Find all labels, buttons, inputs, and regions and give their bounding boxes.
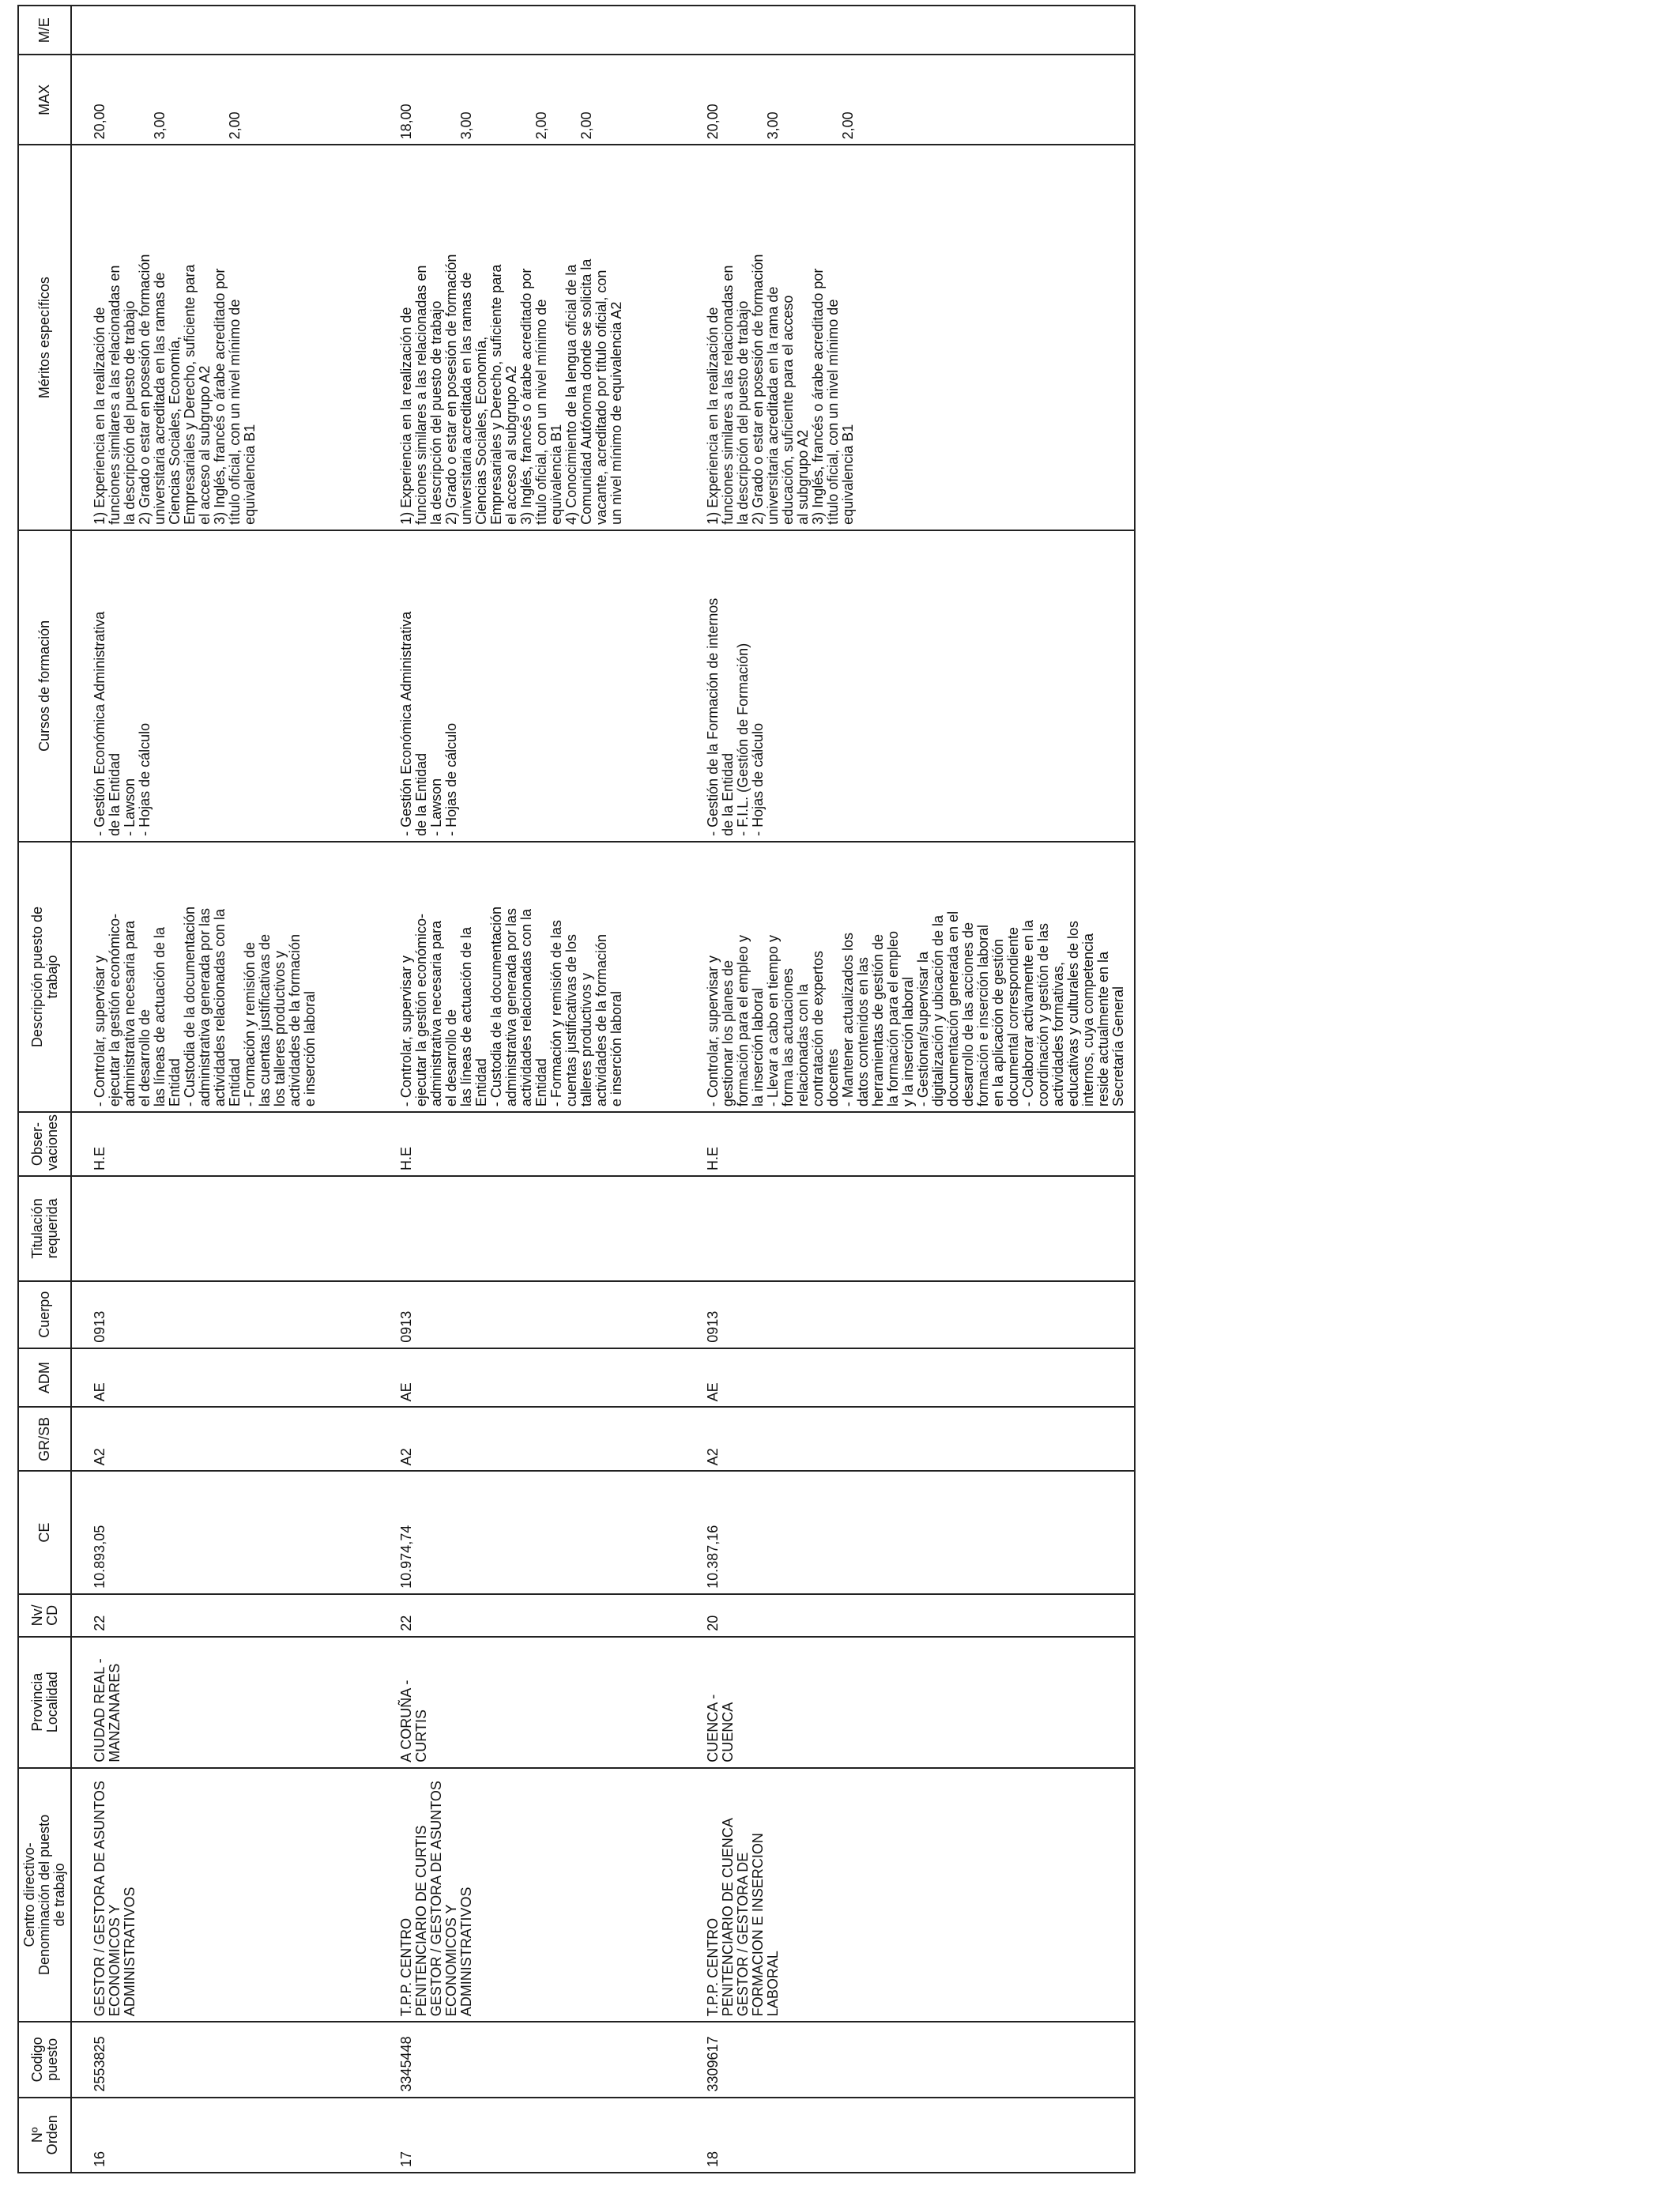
- cell-me: [85, 6, 391, 55]
- cell-cursos: - Gestión Económica Administrativa de la Entidad - Lawson - Hojas de cálculo: [391, 530, 698, 842]
- cell-ce: 10.387,16: [698, 1471, 1135, 1594]
- cell-descripcion: - Controlar, supervisar y ejecutar la gestión económico- administrativa necesaria para el desarrollo de las líneas de actuación de la Entidad - Custodia de la documentación administrativa generada por las actividades relacionadas con la Entidad - Formación y remisión de las cuentas justificativas de los talleres productivos y actividades de la formación e inserción laboral: [85, 842, 391, 1112]
- cell-grupo: A2: [698, 1407, 1135, 1471]
- cell-me: [698, 6, 1135, 55]
- cell-codigo: 3345448: [391, 2022, 698, 2097]
- max-value: 3,00: [458, 111, 474, 140]
- header-adm: ADM: [18, 1348, 71, 1408]
- cell-titulacion: [698, 1176, 1135, 1281]
- cell-orden: 18: [698, 2098, 1135, 2173]
- cell-provincia: A CORUÑA - CURTIS: [391, 1637, 698, 1768]
- cell-ce: 10.893,05: [85, 1471, 391, 1594]
- table-row: [391, 6, 698, 2173]
- cell-adm: AE: [698, 1348, 1135, 1408]
- max-value: 2,00: [227, 111, 243, 140]
- header-cursos: Cursos de formación: [18, 530, 71, 842]
- max-value: 3,00: [152, 111, 168, 140]
- cell-centro: T.P.P. CENTRO PENITENCIARIO DE CUENCA GESTOR / GESTORA DE FORMACION E INSERCION LABORAL: [698, 1768, 1135, 2022]
- cell-cuerpo: 0913: [391, 1281, 698, 1348]
- cell-max: [85, 55, 391, 145]
- cell-max: [391, 55, 698, 145]
- cell-orden: 17: [391, 2098, 698, 2173]
- max-value: 20,00: [92, 104, 107, 140]
- cell-adm: AE: [85, 1348, 391, 1408]
- cell-nivel: 20: [698, 1594, 1135, 1637]
- max-value: 20,00: [705, 104, 721, 140]
- max-value: 3,00: [765, 111, 781, 140]
- max-value: 2,00: [840, 111, 856, 140]
- header-observaciones: Obser- vaciones: [18, 1112, 71, 1176]
- cell-grupo: A2: [85, 1407, 391, 1471]
- cell-max: [698, 55, 1135, 145]
- header-centro: Centro directivo- Denominación del puesto de trabajo: [18, 1768, 71, 2022]
- header-ce: CE: [18, 1471, 71, 1594]
- max-value: 2,00: [533, 111, 549, 140]
- header-max: MAX: [18, 55, 71, 145]
- header-nivel: Nv/ CD: [18, 1594, 71, 1637]
- cell-cuerpo: 0913: [698, 1281, 1135, 1348]
- header-provincia: Provincia Localidad: [18, 1637, 71, 1768]
- cell-titulacion: [391, 1176, 698, 1281]
- table-row: [698, 6, 1135, 2173]
- cell-ce: 10.974,74: [391, 1471, 698, 1594]
- header-titulacion: Titulación requerida: [18, 1176, 71, 1281]
- header-codigo: Codigo puesto: [18, 2022, 71, 2097]
- cell-nivel: 22: [391, 1594, 698, 1637]
- max-value: 18,00: [398, 104, 414, 140]
- cell-descripcion: - Controlar, supervisar y ejecutar la gestión económico- administrativa necesaria para el desarrollo de las líneas de actuación de la Entidad - Custodia de la documentación administrativa generada por las actividades relacionadas con la Entidad - Formación y remisión de las cuentas justificativas de los talleres productivos y actividades de la formación e inserción laboral: [391, 842, 698, 1112]
- cell-codigo: 2553825: [85, 2022, 391, 2097]
- cell-grupo: A2: [391, 1407, 698, 1471]
- cell-cursos: - Gestión Económica Administrativa de la Entidad - Lawson - Hojas de cálculo: [85, 530, 391, 842]
- cell-observaciones: H.E: [698, 1112, 1135, 1176]
- header-meritos: Méritos específicos: [18, 145, 71, 530]
- cell-cursos: - Gestión de la Formación de internos de la Entidad - F.I.L. (Gestión de Formación) - Hojas de cálculo: [698, 530, 1135, 842]
- cell-centro: GESTOR / GESTORA DE ASUNTOS ECONOMICOS Y ADMINISTRATIVOS: [85, 1768, 391, 2022]
- header-orden: Nº Orden: [18, 2098, 71, 2173]
- cell-codigo: 3309617: [698, 2022, 1135, 2097]
- cell-adm: AE: [391, 1348, 698, 1408]
- cell-meritos: 1) Experiencia en la realización de funciones similares a las relacionadas en la descripción del puesto de trabajo 2) Grado o estar en posesión de formación universitaria acreditada en la rama de educación, suficiente para el acceso al subgrupo A2 3) Inglés, francés o árabe acreditado por título oficial, con un nivel mínimo de equivalencia B1: [698, 145, 1135, 530]
- job-positions-table: [17, 5, 1136, 2173]
- cell-orden: 16: [85, 2098, 391, 2173]
- cell-provincia: CIUDAD REAL - MANZANARES: [85, 1637, 391, 1768]
- table-row: [85, 6, 391, 2173]
- cell-meritos: 1) Experiencia en la realización de funciones similares a las relacionadas en la descripción del puesto de trabajo 2) Grado o estar en posesión de formación universitaria acreditada en las ramas de Ciencias Sociales, Economía, Empresariales y Derecho, suficiente para el acceso al subgrupo A2 3) Inglés, francés o árabe acreditado por título oficial, con un nivel mínimo de equivalencia B1 4) Conocimiento de la lengua oficial de la Comunidad Autónoma donde se solicita la vacante, acreditado por título oficial, con un nivel mínimo de equivalencia A2: [391, 145, 698, 530]
- cell-observaciones: H.E: [391, 1112, 698, 1176]
- cell-titulacion: [85, 1176, 391, 1281]
- cell-meritos: 1) Experiencia en la realización de funciones similares a las relacionadas en la descripción del puesto de trabajo 2) Grado o estar en posesión de formación universitaria acreditada en las ramas de Ciencias Sociales, Economía, Empresariales y Derecho, suficiente para el acceso al subgrupo A2 3) Inglés, francés o árabe acreditado por título oficial, con un nivel mínimo de equivalencia B1: [85, 145, 391, 530]
- header-grupo: GR/SB: [18, 1407, 71, 1471]
- header-descripcion: Descripción puesto de trabajo: [18, 842, 71, 1112]
- max-value: 2,00: [578, 111, 594, 140]
- header-row: [18, 6, 71, 2173]
- cell-cuerpo: 0913: [85, 1281, 391, 1348]
- spacer-row: [71, 6, 85, 2173]
- header-cuerpo: Cuerpo: [18, 1281, 71, 1348]
- cell-descripcion: - Controlar, supervisar y gestionar los planes de formación para el empleo y la inserción laboral - Llevar a cabo en tiempo y forma las actuaciones relacionadas con la contratación de expertos docentes - Mantener actualizados los datos contenidos en las herramientas de gestión de la formación para el empleo y la inserción laboral - Gestionar/supervisar la digitalización y ubicación de la documentación generada en el desarrollo de las acciones de formación e inserción laboral en la aplicación de gestión documental correspondiente - Colaborar activamente en la coordinación y gestión de las actividades formativas, educativas y culturales de los internos, cuya competencia reside actualmente en la Secretaría General: [698, 842, 1135, 1112]
- cell-provincia: CUENCA - CUENCA: [698, 1637, 1135, 1768]
- cell-nivel: 22: [85, 1594, 391, 1637]
- cell-me: [391, 6, 698, 55]
- cell-centro: T.P.P. CENTRO PENITENCIARIO DE CURTIS GESTOR / GESTORA DE ASUNTOS ECONOMICOS Y ADMINISTRATIVOS: [391, 1768, 698, 2022]
- header-me: M/E: [18, 6, 71, 55]
- cell-observaciones: H.E: [85, 1112, 391, 1176]
